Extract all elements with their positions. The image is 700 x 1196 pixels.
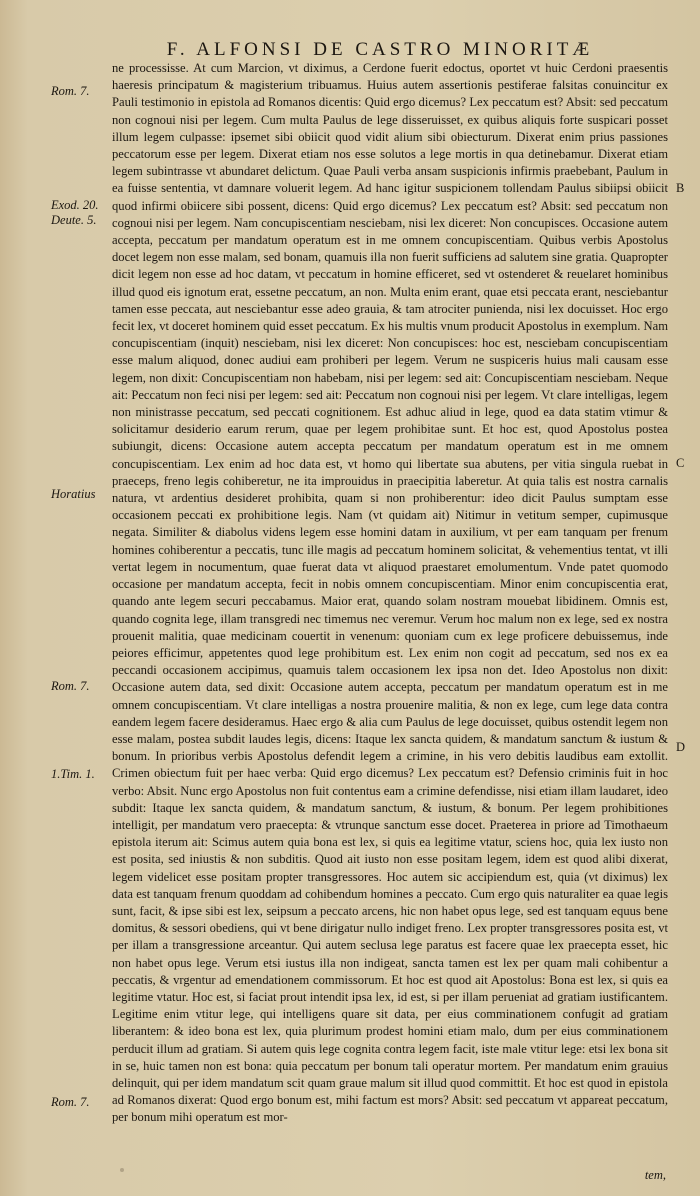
section-letter-d: D [676, 740, 686, 754]
margin-note-deuteronomy-5: Deute. 5. [51, 213, 97, 227]
body-paragraph: ne processisse. At cum Marcion, vt diximus, a Cerdone fuerit edoctus, oportet vt huic Cerdoni praesentis haeresis principatum & magisterium tribuamus. Huius autem assertionis pestiferae falsitas conuincitur ex Pauli testimonio in epistola ad Romanos dicentis: Quid ergo dicemus? Lex peccatum est? Absit: sed peccatum non cognoui nisi per legem. Cum multa Paulus de lege disseruisset, ex quibus aliquis forte suspicari posset illum legem culpasse: ipsemet sibi obiicit quod vidit alium sibi obiecturum. Dixerat enim prius passiones peccatorum esse per legem. Dixerat etiam nos esse solutos a lege mortis in qua detinebamur. Dixerat etiam legem subintrasse vt abundaret delictum. Quae Pauli verba ansam suspicionis infirmis praebebant, Paulum in ea fuisse sententia, vt damnare voluerit legem. Ad hanc igitur suspicionem tollendam Paulus sibiipsi obiicit quod infirmi obiicere sibi possent, dicens: Quid ergo dicemus? Lex peccatum est? Absit: sed peccatum non cognoui nisi per legem. Nam concupiscentiam nesciebam, nisi lex diceret: Non concupisces. Occasione autem accepta, peccatum per mandatum operatum est in me omnem concupiscentiam. Quibus verbis Apostolus docet legem non esse malam, sed bonam, quamuis illa non fuerit sufficiens ad salutem sine gratia. Quapropter dicit legem non esse ad hoc datam, vt peccatum in homine efficeret, sed vt ostenderet & reuelaret hominibus illud quod eis ignotum erat, essetne peccatum, an non. Multa enim erant, quae etsi peccata erant, nesciebantur tamen esse peccata, aut nesciebantur esse adeo grauia, & tam atrociter punienda, nisi lex docuisset. Hoc ergo fecit lex, vt doceret hominem quid esset peccatum. Ex his multis vnum producit Apostolus in exemplum. Nam concupiscentiam (inquit) nesciebam, nisi lex diceret: Non concupisces: hoc est, nesciebam concupiscentiam esse malum aliquod, donec audiui eam prohiberi per legem. Verum ne suspiceris huius mali causam esse legem, non dixit: Concupiscentiam non habebam, nisi per legem: sed ait: Concupiscentiam nesciebam. Neque ait: Peccatum non feci nisi per legem: sed ait: Peccatum non cognoui nisi per legem. Vt clare intelligas, legem non ministrasse peccatum, sed peccati cognitionem. Est adhuc aliud in lege, quod ea data statim vtimur & solicitamur desiderio earum rerum, quae per legem prohibitae sunt. Et hoc est, quod Apostolus postea subiungit, dicens: Occasione autem accepta peccatum per mandatum operatum est in me omnem concupiscentiam. Lex enim ad hoc data est, vt homo qui libertate sua abutens, per vitia singula ruebat in praeceps, freno legis cohiberetur, ne ita improuidus in praecipitia laberetur. At quia talis est nostra carnalis natura, vt ardentius desideret prohibita, quam si non prohiberentur: ideo dicit Paulus sumptam esse occasionem peccati ex prohibitione legis. Nam (vt quidam ait) Nitimur in vetitum semper, cupimusque negata. Similiter & diabolus videns legem esse homini datam in auxilium, vt per eam tanquam per frenum homines cohiberentur a peccatis, tunc ille magis ad peccatum hominem solicitat, & vehementius tentat, vt illi vertat legem in nocumentum, quae fuerat data vt aliquod praestaret emolumentum. Vnde patet quomodo occasione per mandatum accepta, fecit in nobis omnem concupiscentiam. Minor enim concupiscentia erat, quando ante legem securi peccabamus. Maior erat, quando solam nostram mouebat libidinem. Omnis est, quando cognita lege, illam transgredi nec timemus nec veremur. Verum hoc malum non ex lege, sed ex nostra prouenit malitia, quae medicinam couertit in venenum: quoniam cum ex lege proficere debuissemus, inde peiores efficimur, appetentes quod lege prohibitum est. Lex enim non cogit ad peccatum, sed nos ex ea peccandi occasionem accipimus, quamuis talem occasionem lex ipsa non det. Ideo Apostolus non dixit: Occasione autem data, sed dixit: Occasione autem accepta, peccatum per mandatum operatum est in me omnem concupiscentiam. Vt clare intelligas a nostra prouenire malitia, & non ex lege, cum lege data contra eandem legem facere desideramus. Haec ergo & alia cum Paulus de lege docuisset, quibus ostendit legem non esse malam, postea subdit laudes legis, dicens: Itaque lex sancta quidem, & mandatum sanctum & iustum & bonum. In prioribus verbis Apostolus defendit legem a crimine, in his vero debitis laudibus eam extollit. Crimen obiectum fuit per haec verba: Quid ergo dicemus? Lex peccatum est? Defensio criminis fuit in hoc verbo: Absit. Nunc ergo Apostolus non fuit contentus eam a crimine defendisse, nisi etiam illam laudaret, ideo subdit: Itaque lex sancta quidem, & mandatum sanctum, & iustum, & bonum. Per legem prohibitiones intelligit, per mandatum vero praecepta: & vtrunque sanctum esse docet. Praeterea in priore ad Timothaeum epistola iterum ait: Scimus autem quia bona est lex, si quis ea legitime vtatur, sciens hoc, quia lex iusto non est posita, sed iniustis & non subditis. Quod ait iusto non esse positam legem, idem est quod alibi dixerat, legem videlicet esse positam propter transgressores. Hoc autem sic accipiendum est, quia (vt diximus) lex data est tanquam frenum quoddam ad cohibendum homines a peccato. Cum ergo quis naturaliter ea quae legis sunt, facit, & ipse sibi est lex, seipsum a peccato arcens, hic non habet opus lege, sed est tanquam equus bene domitus, & sessori obediens, qui vt bene dirigatur nullo indiget freno. Lex propter transgressores posita est, vt per illam a transgressione arceantur. Qui autem seclusa lege paratus est facere quae lex praecepta esset, hic non habet opus lege. Verum etsi iustus illa non indigeat, sancta tamen est lex per quam mali cohibentur a peccatis, & vrgentur ad emendationem commissorum. Et hoc est quod ait Apostolus: Bona est lex, si quis ea legitime vtatur. Hoc est, si faciat prout intendit ipsa lex, id est, si per illam perueniat ad gratiam iustificantem. Legitime enim vtitur lege, qui intelligens quare sit data, per eius comminationem confugit ad gratiam liberantem: & ideo bona est lex, quia plurimum prodest homini etiam malo, dum per eius comminationem perducit illum ad gratiam. Si autem quis lege cognita contra legem facit, iste male vtitur lege: etsi lex bona sit in se, huic tamen non est bona: quia peccatum per bonum tali operatur mortem. Per mandatum enim grauius delinquit, qui per idem mandatum scit quam graue malum sit illud quod committit. Et hoc est quod in epistola ad Romanos dixerat: Quod ergo bonum est, mihi factum est mors? Absit: sed peccatum vt appareat peccatum, per bonum mihi operatum est mor- [112, 61, 668, 1125]
margin-note-rom-7: Rom. 7. [51, 84, 90, 98]
main-text-column [112, 60, 668, 1127]
margin-note-rom-7-second: Rom. 7. [51, 679, 90, 693]
running-head: F. ALFONSI DE CASTRO MINORITÆ [166, 39, 594, 60]
ink-spot [120, 1168, 124, 1172]
section-letter-b: B [676, 181, 685, 195]
margin-note-rom-7-third: Rom. 7. [51, 1095, 90, 1109]
margin-note-horatius: Horatius [51, 487, 96, 501]
section-letter-c: C [676, 456, 685, 470]
catchword: tem, [644, 1168, 666, 1182]
margin-note-1-timothy-1: 1.Tim. 1. [51, 767, 95, 781]
margin-note-exodus-20: Exod. 20. [51, 198, 99, 212]
